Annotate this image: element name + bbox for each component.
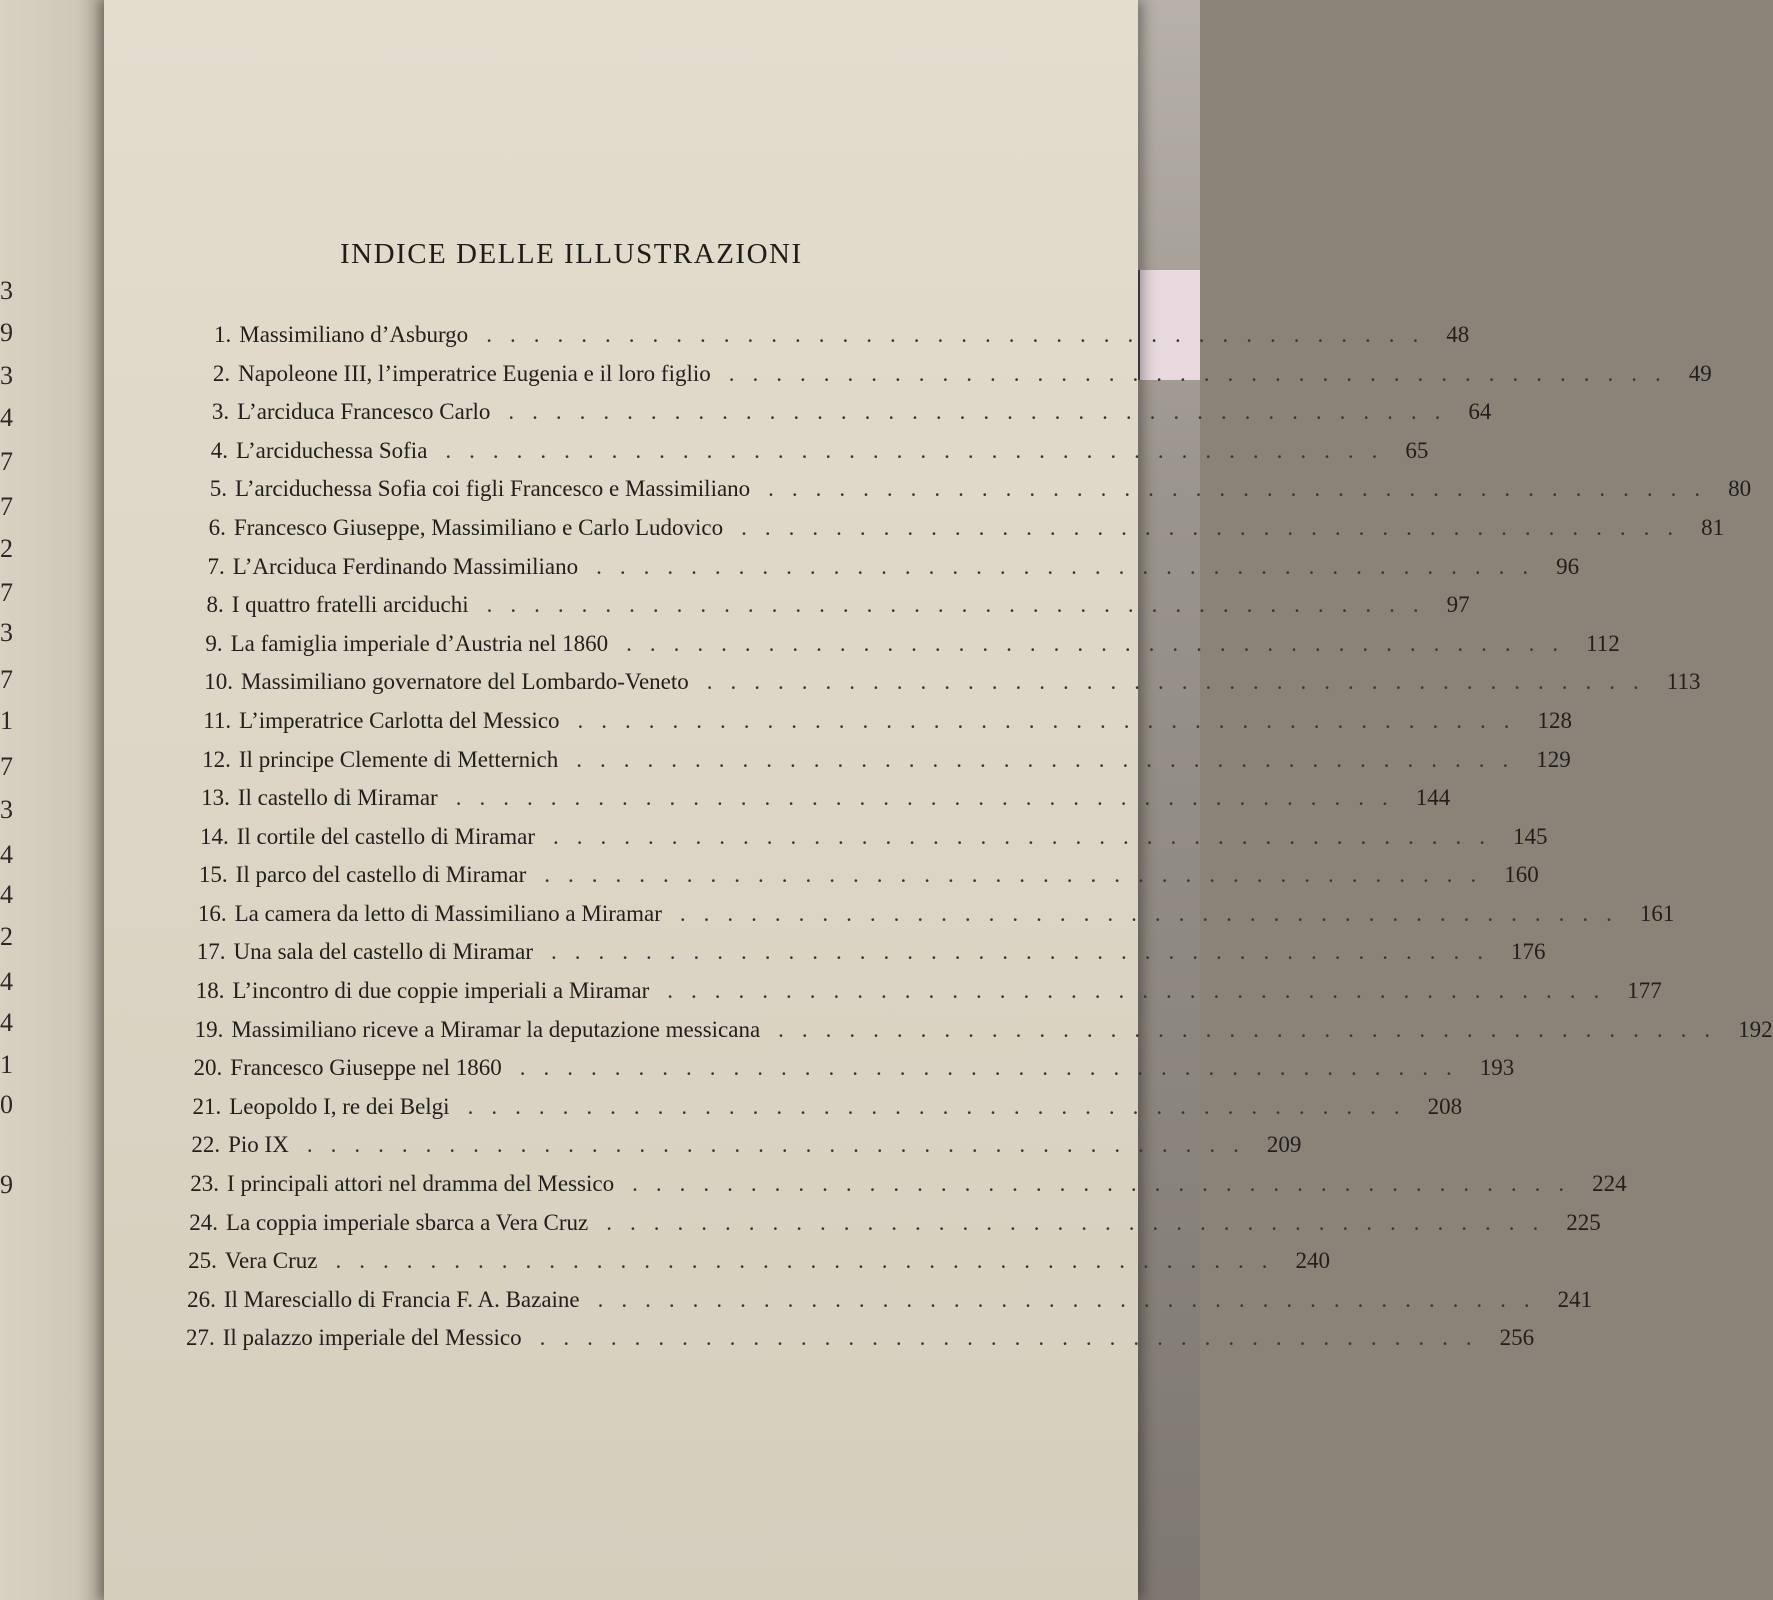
dot-leader: ........................................	[626, 630, 1577, 656]
dot-leader: ........................................	[455, 785, 1406, 811]
facing-page-number: 3	[0, 276, 13, 305]
entry-title: L’incontro di due coppie imperiali a Miramar	[232, 978, 650, 1004]
entry-title: Il cortile del castello di Miramar	[236, 823, 535, 849]
dot-leader: ........................................	[508, 399, 1459, 425]
dot-leader: ........................................	[741, 514, 1692, 540]
entry-title: Massimiliano d’Asburgo	[239, 322, 469, 347]
dot-leader: ........................................	[596, 553, 1547, 579]
facing-page-edge	[0, 0, 110, 1600]
dot-leader: ........................................	[551, 939, 1502, 965]
entry-number: 3.	[211, 399, 230, 425]
facing-page-number: 4	[0, 1008, 13, 1037]
entry-number: 7.	[207, 553, 225, 579]
facing-page-number: 1	[0, 1050, 13, 1079]
entry-page-number: 193	[1479, 1055, 1515, 1081]
entry-page-number: 160	[1504, 862, 1539, 888]
entry-title: Il Maresciallo di Francia F. A. Bazaine	[223, 1286, 580, 1312]
entry-number: 22.	[191, 1132, 221, 1158]
facing-page-number: 1	[0, 706, 13, 735]
entry-page-number: 65	[1405, 437, 1429, 463]
entry-title: Massimiliano governatore del Lombardo-Veneto	[241, 669, 689, 695]
entry-title: Il palazzo imperiale del Messico	[222, 1325, 522, 1351]
entry-title: I quattro fratelli arciduchi	[231, 592, 469, 618]
entry-page-number: 161	[1639, 900, 1675, 926]
dot-leader: ........................................	[486, 322, 1437, 347]
list-item	[201, 785, 1451, 811]
dot-leader: ........................................	[467, 1093, 1418, 1119]
dot-leader: ........................................	[597, 1286, 1548, 1312]
entry-number: 17.	[196, 939, 226, 965]
facing-page-number: 4	[0, 403, 13, 432]
entry-number: 4.	[210, 437, 229, 463]
list-item	[200, 823, 1548, 850]
dot-leader: ........................................	[768, 476, 1719, 502]
dot-leader: ........................................	[667, 978, 1618, 1004]
entry-page-number: 145	[1513, 823, 1548, 849]
book-page	[104, 0, 1773, 1600]
page-title: INDICE DELLE ILLUSTRAZIONI	[340, 238, 803, 270]
entry-title: Il parco del castello di Miramar	[235, 862, 527, 888]
entry-number: 16.	[197, 900, 227, 926]
list-item	[210, 437, 1429, 464]
entry-number: 12.	[202, 746, 231, 772]
dot-leader: ........................................	[306, 1132, 1257, 1158]
facing-page-number: 7	[0, 447, 13, 476]
entry-number: 14.	[200, 823, 229, 849]
list-item	[195, 978, 1662, 1004]
entry-title: Pio IX	[228, 1132, 289, 1158]
dot-leader: ........................................	[728, 360, 1679, 386]
facing-page-number: 9	[0, 318, 13, 347]
dot-leader: ........................................	[632, 1171, 1583, 1197]
dot-leader: ........................................	[679, 900, 1630, 926]
dot-leader: ........................................	[519, 1055, 1470, 1081]
entry-title: Il principe Clemente di Metternich	[238, 746, 559, 772]
entry-page-number: 96	[1556, 553, 1580, 579]
list-item	[198, 862, 1539, 888]
list-item	[191, 1132, 1302, 1158]
entry-page-number: 129	[1536, 746, 1571, 772]
entry-number: 18.	[195, 978, 225, 1004]
dot-leader: ........................................	[576, 746, 1527, 772]
entry-number: 19.	[194, 1016, 224, 1042]
list-item	[212, 360, 1712, 387]
dot-leader: ........................................	[335, 1248, 1286, 1274]
entry-title: I principali attori nel dramma del Messico	[227, 1171, 615, 1197]
entry-title: La camera da letto di Massimiliano a Miramar	[234, 900, 662, 926]
facing-page-number: 4	[0, 967, 13, 996]
entry-number: 20.	[193, 1055, 223, 1081]
facing-page-number: 7	[0, 578, 13, 607]
list-item	[192, 1093, 1463, 1120]
entry-title: Francesco Giuseppe, Massimiliano e Carlo Ludovico	[233, 514, 724, 540]
list-item	[206, 592, 1470, 618]
list-item	[188, 1248, 1330, 1274]
list-item	[209, 476, 1752, 502]
list-item	[204, 669, 1701, 695]
entry-page-number: 81	[1701, 514, 1725, 540]
facing-page-number: 7	[0, 665, 13, 694]
list-item	[193, 1055, 1515, 1081]
entry-page-number: 177	[1627, 978, 1662, 1004]
entry-title: Leopoldo I, re dei Belgi	[229, 1093, 450, 1119]
list-item	[194, 1016, 1773, 1043]
entry-page-number: 64	[1468, 399, 1492, 425]
dot-leader: ........................................	[445, 437, 1396, 463]
entry-number: 2.	[212, 360, 231, 386]
entry-number: 13.	[201, 785, 230, 811]
dot-leader: ........................................	[539, 1325, 1490, 1351]
entry-number: 6.	[208, 514, 226, 540]
entry-title: L’Arciduca Ferdinando Massimiliano	[232, 553, 579, 579]
entry-page-number: 97	[1446, 592, 1470, 618]
entry-title: L’arciduchessa Sofia	[236, 437, 428, 463]
entry-number: 10.	[204, 669, 234, 695]
dot-leader: ........................................	[544, 862, 1495, 888]
entry-number: 27.	[186, 1325, 215, 1351]
entry-page-number: 48	[1446, 322, 1470, 347]
entry-number: 8.	[206, 592, 224, 618]
dot-leader: ........................................	[606, 1209, 1557, 1235]
entry-title: La coppia imperiale sbarca a Vera Cruz	[225, 1209, 589, 1235]
entry-number: 26.	[187, 1286, 216, 1312]
entry-number: 11.	[203, 707, 232, 733]
facing-page-number: 3	[0, 618, 13, 647]
entry-title: Il castello di Miramar	[237, 785, 438, 811]
list-item	[187, 1286, 1593, 1313]
facing-page-number: 3	[0, 795, 13, 824]
entry-title: Vera Cruz	[224, 1248, 318, 1274]
entry-title: La famiglia imperiale d’Austria nel 1860	[230, 630, 609, 656]
list-item	[186, 1325, 1535, 1351]
dot-leader: ........................................	[577, 707, 1528, 733]
entry-page-number: 240	[1295, 1248, 1330, 1274]
entry-page-number: 49	[1688, 360, 1712, 386]
entry-number: 23.	[190, 1171, 220, 1197]
entry-page-number: 209	[1266, 1132, 1302, 1158]
dot-leader: ........................................	[778, 1016, 1729, 1042]
dot-leader: ........................................	[486, 592, 1437, 618]
facing-page-number: 7	[0, 492, 13, 521]
entry-title: Una sala del castello di Miramar	[233, 939, 534, 965]
list-item	[207, 553, 1580, 580]
entry-page-number: 80	[1728, 476, 1752, 502]
entry-page-number: 241	[1557, 1286, 1593, 1312]
entry-page-number: 144	[1415, 785, 1451, 811]
entry-title: L’arciduchessa Sofia coi figli Francesco e Massimiliano	[234, 476, 751, 502]
entry-page-number: 192	[1738, 1016, 1773, 1042]
list-item	[196, 939, 1546, 965]
dot-leader: ........................................	[553, 823, 1503, 849]
entry-page-number: 208	[1427, 1093, 1463, 1119]
entry-page-number: 176	[1511, 939, 1546, 965]
entry-title: L’imperatrice Carlotta del Messico	[239, 707, 560, 733]
entry-page-number: 256	[1499, 1325, 1535, 1351]
entry-page-number: 128	[1537, 707, 1573, 733]
facing-page-number: 9	[0, 1170, 13, 1199]
entry-number: 21.	[192, 1093, 222, 1119]
entry-number: 25.	[188, 1248, 217, 1274]
list-item	[208, 514, 1725, 541]
entry-title: Massimiliano riceve a Miramar la deputazione messicana	[231, 1016, 761, 1042]
entry-page-number: 112	[1586, 630, 1620, 656]
facing-page-number: 7	[0, 752, 13, 781]
entry-title: Napoleone III, l’imperatrice Eugenia e il loro figlio	[238, 360, 711, 386]
entry-number: 9.	[205, 630, 223, 656]
list-item	[214, 322, 1470, 348]
list-item	[189, 1209, 1601, 1236]
facing-page-number: 2	[0, 534, 13, 563]
entry-number: 24.	[189, 1209, 218, 1235]
entry-page-number: 224	[1592, 1171, 1627, 1197]
list-item	[203, 707, 1573, 734]
entry-number: 15.	[198, 862, 228, 888]
entry-page-number: 225	[1566, 1209, 1601, 1235]
list-item	[190, 1171, 1627, 1197]
list-item	[211, 399, 1492, 425]
entry-number: 5.	[209, 476, 227, 502]
facing-page-number: 2	[0, 922, 13, 951]
entry-title: Francesco Giuseppe nel 1860	[230, 1055, 502, 1081]
facing-page-number: 0	[0, 1090, 13, 1119]
facing-page-number: 4	[0, 840, 13, 869]
list-item	[197, 900, 1675, 927]
illustrations-list	[104, 0, 1773, 1600]
list-item	[202, 746, 1571, 773]
list-item	[205, 630, 1620, 657]
facing-page-number: 4	[0, 880, 13, 909]
entry-title: L’arciduca Francesco Carlo	[237, 399, 491, 425]
entry-page-number: 113	[1666, 669, 1701, 695]
entry-number: 1.	[214, 322, 232, 347]
dot-leader: ........................................	[706, 669, 1657, 695]
facing-page-number: 3	[0, 361, 13, 390]
